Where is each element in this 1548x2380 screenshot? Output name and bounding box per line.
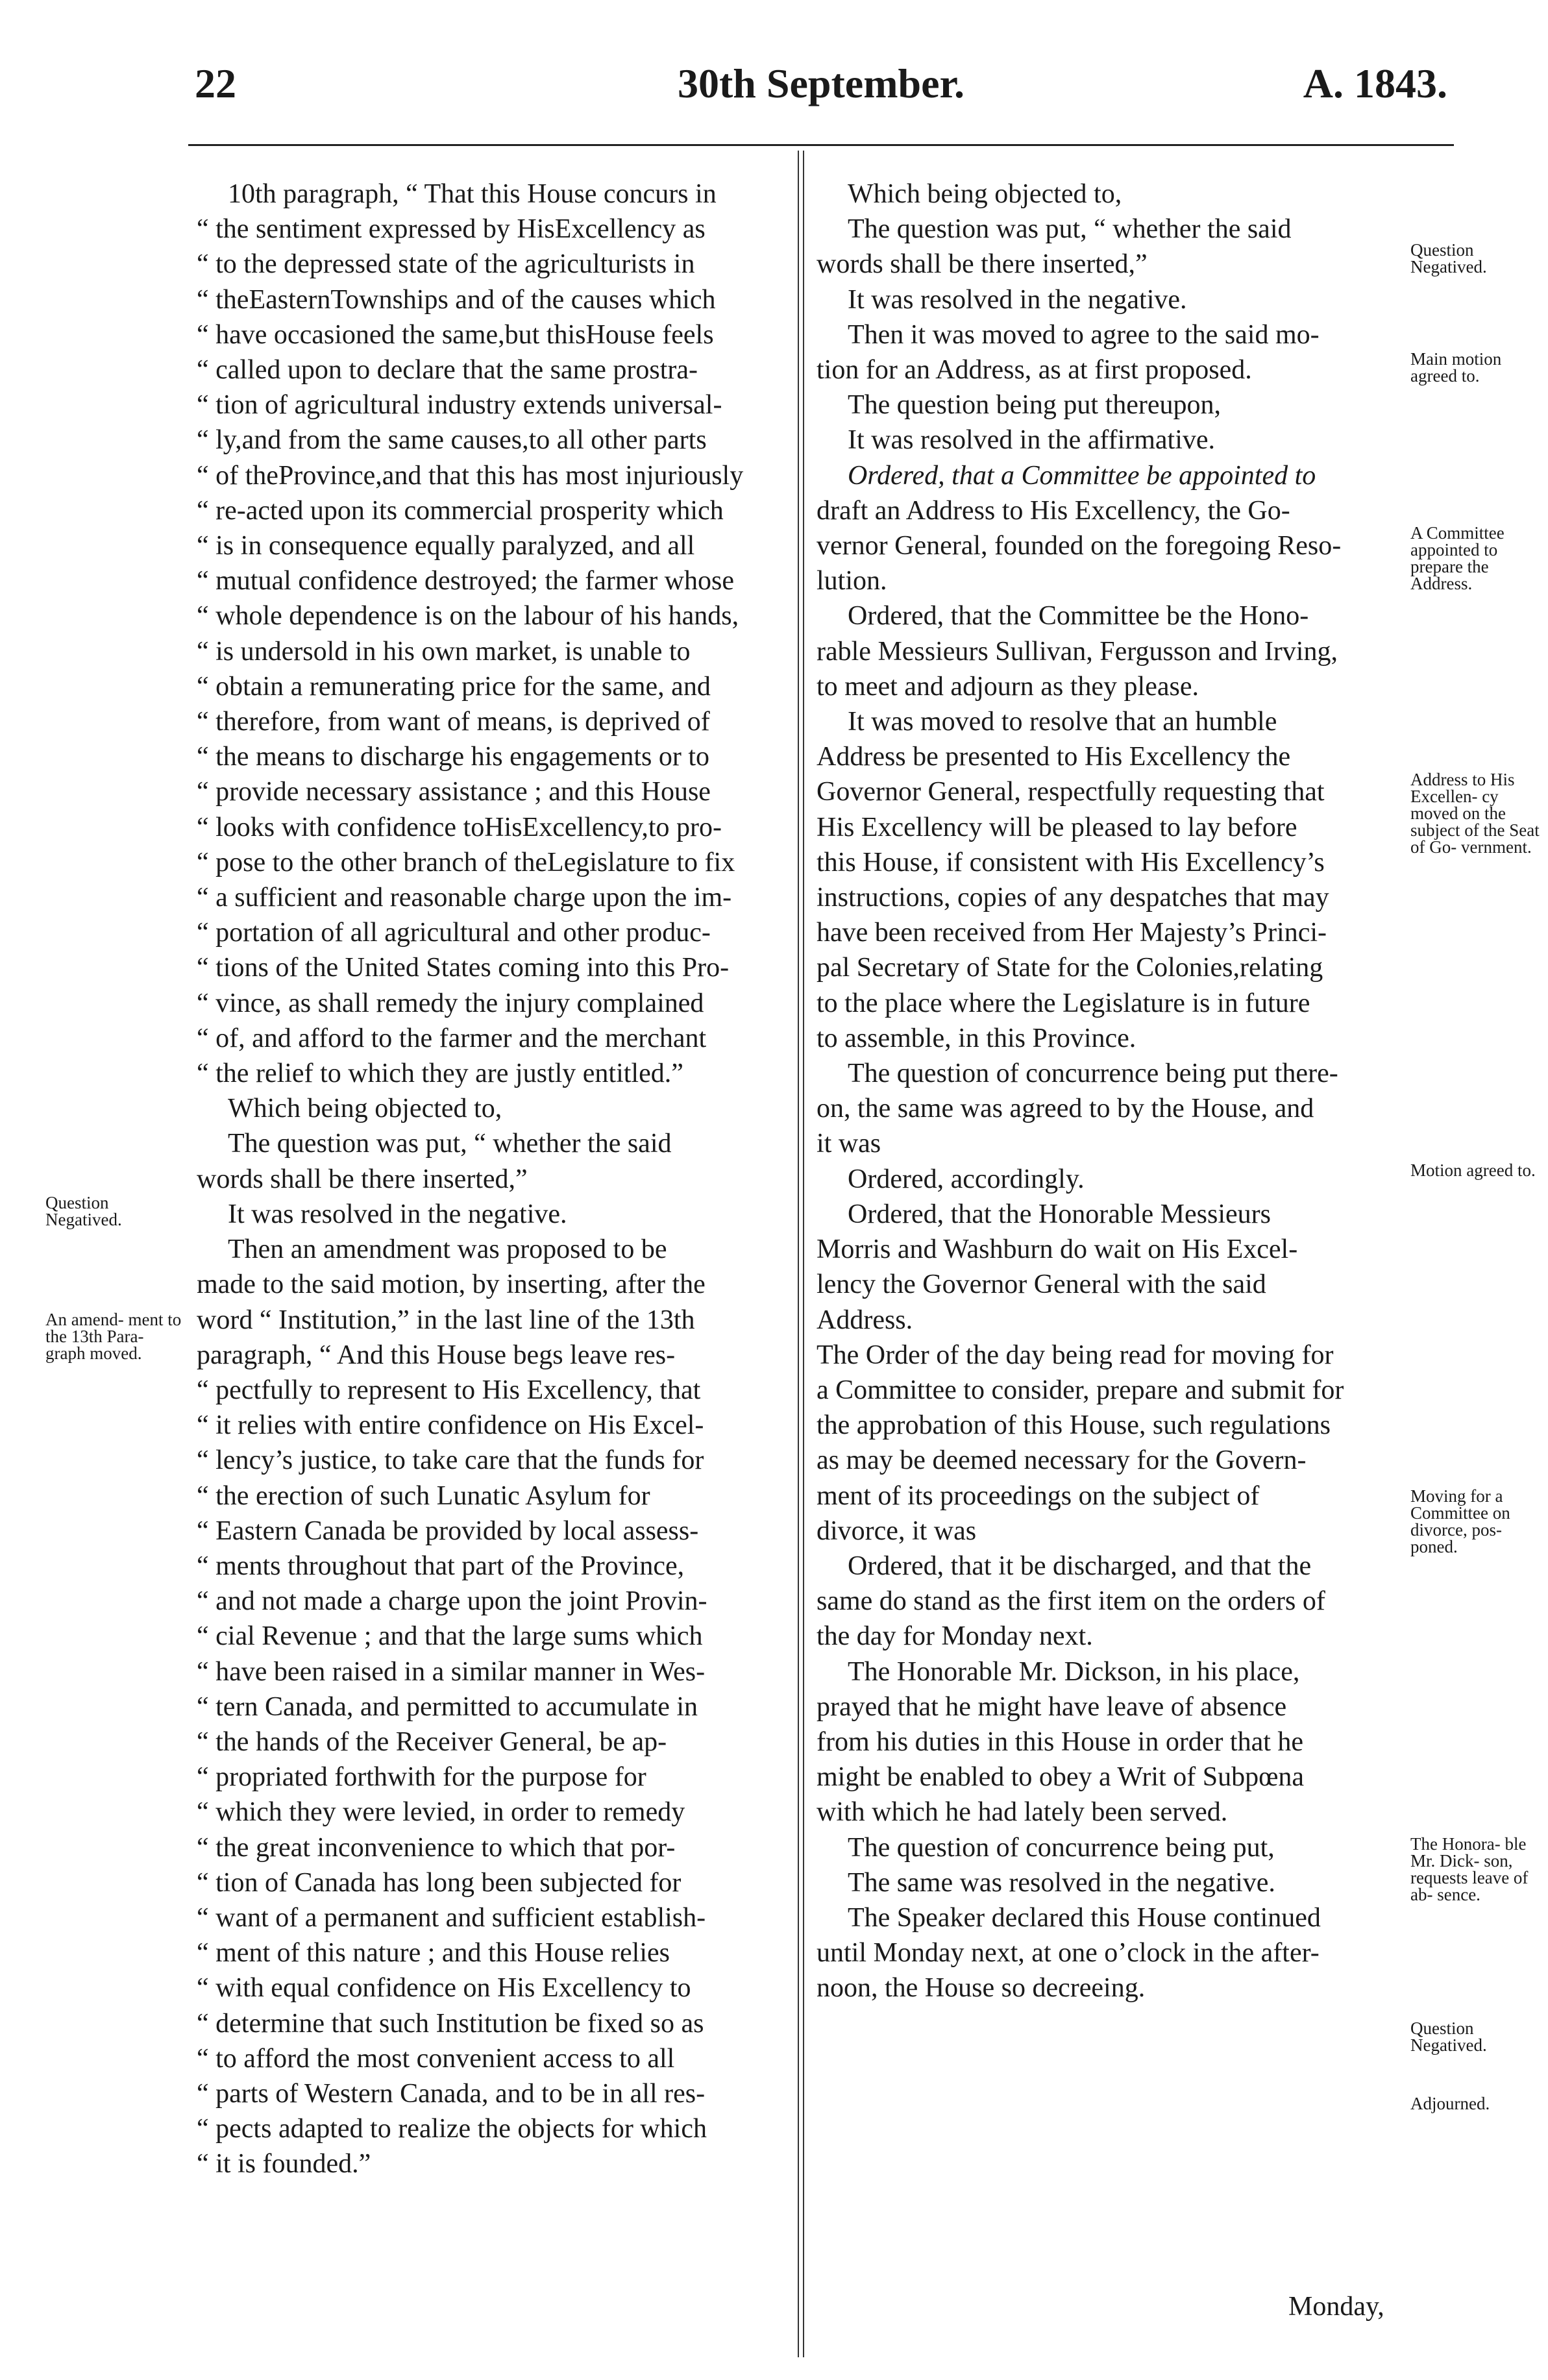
text-line: 10th paragraph, “ That this House concurs in [228,179,717,209]
text-line: Governor General, respectfully requesting that [817,777,1325,807]
right-column [817,177,1408,2006]
text-line: with which he had lately been served. [817,1797,1228,1828]
text-line: from his duties in this House in order that he [817,1726,1304,1757]
text-line: “ provide necessary assistance ; and this House [197,777,711,807]
text-line: noon, the House so decreeing. [817,1973,1146,2004]
text-line: the day for Monday next. [817,1621,1093,1652]
text-line: Ordered, that it be discharged, and that the [848,1551,1312,1581]
margin-note: Question Negatived. [45,1193,122,1229]
text-line: to meet and adjourn as they please. [817,671,1199,702]
text-line: to assemble, in this Province. [817,1023,1136,1053]
text-line: “ it relies with entire confidence on His Excel- [197,1410,704,1441]
text-line: “ with equal confidence on His Excellency to [197,1973,691,2004]
text-line: words shall be there inserted,” [197,1164,528,1194]
margin-note: The Honora- ble Mr. Dick- son, requests leave of ab- sence. [1410,1834,1529,1904]
margin-note: Main motion agreed to. [1410,349,1502,386]
text-line: “ portation of all agricultural and other produc- [197,918,711,948]
text-line: pal Secretary of State for the Colonies,relating [817,953,1323,983]
text-line: “ re-acted upon its commercial prosperity which [197,495,724,526]
text-line: “ obtain a remunerating price for the same, and [197,671,711,702]
text-line: Address. [817,1305,913,1335]
margin-note: A Committee appointed to prepare the Address. [1410,523,1505,593]
text-line: The question being put thereupon, [848,390,1222,421]
text-line: “ theEasternTownships and of the causes which [197,284,716,315]
text-line: His Excellency will be pleased to lay before [817,812,1297,842]
margin-note: Motion agreed to. [1410,1160,1536,1180]
text-line: “ tion of Canada has long been subjected for [197,1867,682,1898]
text-line: Morris and Washburn do wait on His Excel- [817,1234,1298,1265]
text-line: Then an amendment was proposed to be [228,1234,667,1265]
text-line: same do stand as the first item on the orders of [817,1586,1325,1617]
text-line: “ to the depressed state of the agriculturists in [197,249,695,280]
text-line: rable Messieurs Sullivan, Fergusson and Irving, [817,636,1338,667]
text-line: “ tern Canada, and permitted to accumulate in [197,1691,698,1722]
text-line: It was resolved in the affirmative. [848,425,1216,456]
text-line: tion for an Address, as at first proposed. [817,355,1252,386]
text-line: “ cial Revenue ; and that the large sums which [197,1621,703,1652]
text-line: “ propriated forthwith for the purpose for [197,1762,646,1793]
text-line: The Honorable Mr. Dickson, in his place, [848,1656,1300,1687]
text-line: this House, if consistent with His Excellency’s [817,847,1325,877]
text-line: The question of concurrence being put, [848,1832,1275,1863]
text-line: prayed that he might have leave of absence [817,1691,1287,1722]
text-line: it was [817,1129,881,1159]
margin-note: Question Negatived. [1410,240,1487,276]
text-line: to the place where the Legislature is in future [817,988,1310,1018]
text-line: “ pectfully to represent to His Excellency, that [197,1375,701,1405]
text-line: “ pose to the other branch of theLegislature to fix [197,847,735,877]
text-line: “ want of a permanent and sufficient establish- [197,1902,706,1933]
text-line: word “ Institution,” in the last line of the 13th [197,1305,695,1335]
text-line: words shall be there inserted,” [817,249,1148,280]
text-line: “ ments throughout that part of the Province, [197,1551,685,1581]
text-line: The Speaker declared this House continued [848,1902,1321,1933]
column-divider [798,151,799,2357]
text-line: “ determine that such Institution be fixed so as [197,2008,704,2039]
text-line: Which being objected to, [228,1094,502,1124]
text-line: “ ly,and from the same causes,to all other parts [197,425,707,456]
text-line: Address be presented to His Excellency the [817,742,1291,772]
margin-note: An amend- ment to the 13th Para- graph moved. [45,1310,182,1363]
text-line: paragraph, “ And this House begs leave res- [197,1340,676,1370]
text-line: “ mutual confidence destroyed; the farmer whose [197,566,735,596]
text-line: Ordered, that the Committee be the Hono- [848,601,1309,632]
text-line: a Committee to consider, prepare and submit for [817,1375,1344,1405]
text-line: “ vince, as shall remedy the injury complained [197,988,704,1018]
text-line: “ a sufficient and reasonable charge upon the im- [197,883,732,913]
text-line: Ordered, that a Committee be appointed to [848,460,1316,491]
page-date: 30th September. [677,60,965,106]
text-line: “ the relief to which they are justly entitled.” [197,1059,683,1089]
text-line: Then it was moved to agree to the said mo- [848,319,1320,350]
text-line: as may be deemed necessary for the Govern- [817,1445,1307,1476]
text-line: “ to afford the most convenient access to all [197,2043,675,2074]
text-line: instructions, copies of any despatches that may [817,883,1329,913]
text-line: “ of, and afford to the farmer and the merchant [197,1023,707,1053]
text-line: vernor General, founded on the foregoing Reso- [817,531,1342,561]
text-line: “ tions of the United States coming into this Pro- [197,953,730,983]
text-line: “ the erection of such Lunatic Asylum for [197,1480,650,1511]
text-line: “ pects adapted to realize the objects for which [197,2114,707,2144]
text-line: lution. [817,566,887,596]
page-number: 22 [195,60,236,106]
margin-note: Moving for a Committee on divorce, pos- poned. [1410,1486,1510,1556]
text-line: draft an Address to His Excellency, the Go- [817,495,1290,526]
text-line: divorce, it was [817,1515,977,1546]
margin-note: Adjourned. [1410,2094,1490,2113]
text-line: ment of its proceedings on the subject of [817,1480,1260,1511]
text-line: Ordered, accordingly. [848,1164,1085,1194]
text-line: It was resolved in the negative. [228,1199,567,1229]
text-line: “ called upon to declare that the same prostra- [197,355,698,386]
text-line: “ lency’s justice, to take care that the funds for [197,1445,704,1476]
text-line: The question was put, “ whether the said [228,1129,672,1159]
text-line: on, the same was agreed to by the House, and [817,1094,1314,1124]
text-line: “ tion of agricultural industry extends universal- [197,390,722,421]
margin-note: Question Negatived. [1410,2018,1487,2055]
text-line: The Order of the day being read for moving for [817,1340,1334,1370]
text-line: “ therefore, from want of means, is deprived of [197,707,710,737]
text-line: The same was resolved in the negative. [848,1867,1275,1898]
text-line: “ looks with confidence toHisExcellency,to pro- [197,812,722,842]
text-line: “ parts of Western Canada, and to be in all res- [197,2078,706,2109]
text-line: made to the said motion, by inserting, after the [197,1270,706,1300]
text-line: “ whole dependence is on the labour of his hands, [197,601,739,632]
text-line: “ is in consequence equally paralyzed, and all [197,531,695,561]
text-line: “ of theProvince,and that this has most injuriously [197,460,744,491]
text-line: “ it is founded.” [197,2149,371,2179]
page-header [195,60,1447,112]
column-divider [803,151,804,2357]
text-line: lency the Governor General with the said [817,1270,1266,1300]
text-line: might be enabled to obey a Writ of Subpœna [817,1762,1305,1793]
text-line: “ the sentiment expressed by HisExcellency as [197,214,706,245]
text-line: “ ment of this nature ; and this House relies [197,1938,670,1969]
text-line: “ the hands of the Receiver General, be ap- [197,1726,667,1757]
left-column [197,177,792,2182]
text-line: The question of concurrence being put there- [848,1059,1338,1089]
text-line: “ which they were levied, in order to remedy [197,1797,685,1828]
text-line: have been received from Her Majesty’s Princi- [817,918,1327,948]
text-line: the approbation of this House, such regulations [817,1410,1331,1441]
text-line: until Monday next, at one o’clock in the after- [817,1938,1320,1969]
catchword: Monday, [1288,2292,1384,2322]
page-year: A. 1843. [1303,60,1447,106]
text-line: “ have been raised in a similar manner in Wes- [197,1656,706,1687]
text-line: It was resolved in the negative. [848,284,1187,315]
text-line: Which being objected to, [848,179,1122,209]
text-line: “ the means to discharge his engagements or to [197,742,710,772]
margin-note: Address to His Excellen- cy moved on the subject of the Seat of Go- vernment. [1410,770,1540,857]
text-line: “ is undersold in his own market, is unable to [197,636,691,667]
text-line: The question was put, “ whether the said [848,214,1292,245]
text-line: Ordered, that the Honorable Messieurs [848,1199,1271,1229]
text-line: “ have occasioned the same,but thisHouse feels [197,319,714,350]
text-line: “ and not made a charge upon the joint Provin- [197,1586,707,1617]
text-line: “ the great inconvenience to which that por- [197,1832,676,1863]
text-line: It was moved to resolve that an humble [848,707,1277,737]
header-rule [188,144,1454,146]
text-line: “ Eastern Canada be provided by local assess- [197,1515,699,1546]
